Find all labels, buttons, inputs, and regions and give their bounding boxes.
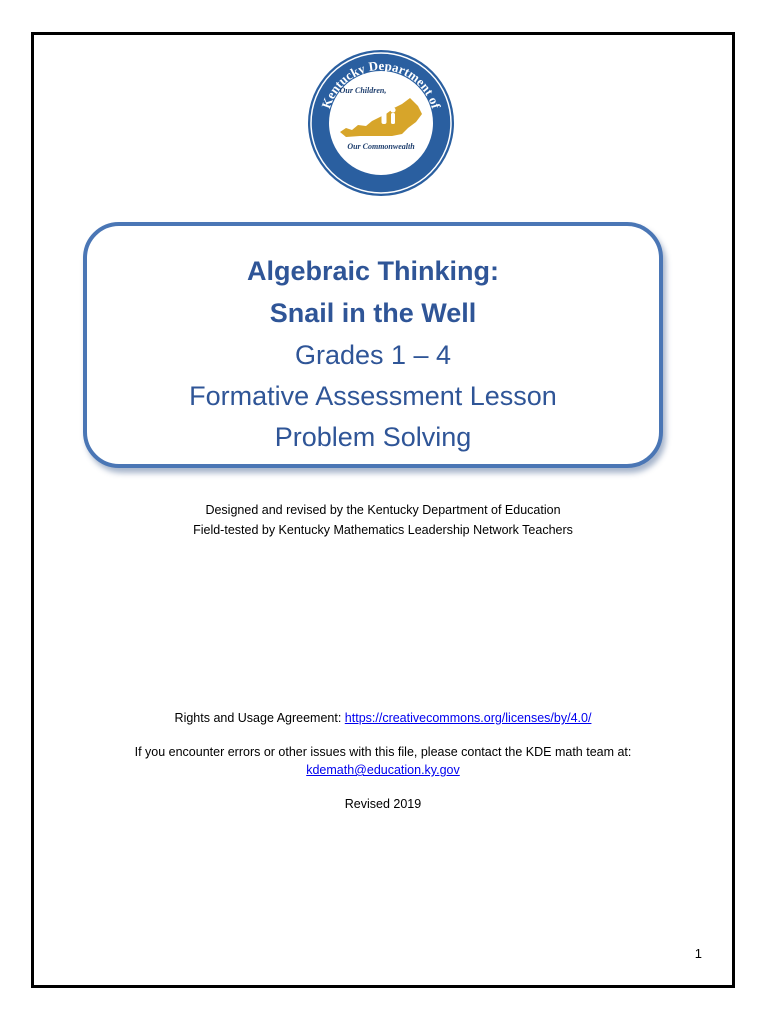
contact-email-line xyxy=(31,763,735,777)
rights-line xyxy=(31,711,735,725)
contact-email-link[interactable]: kdemath@education.ky.gov xyxy=(306,763,460,777)
lesson-type-line: Formative Assessment Lesson xyxy=(189,381,557,411)
license-link[interactable]: https://creativecommons.org/licenses/by/4.0/ xyxy=(344,711,592,725)
title-box xyxy=(83,222,663,468)
page-number: 1 xyxy=(694,946,702,961)
svg-text:Kentucky Department of: Kentucky Department of xyxy=(318,57,444,111)
designed-by-text: Designed and revised by the Kentucky Department of Education xyxy=(205,503,561,517)
kde-seal-logo xyxy=(306,48,456,198)
grades-line: Grades 1 – 4 xyxy=(294,340,452,370)
rights-label: Rights and Usage Agreement: xyxy=(174,711,345,725)
contact-text: If you encounter errors or other issues with this file, please contact the KDE math team at: xyxy=(134,745,632,759)
svg-text:Our Children,: Our Children, xyxy=(339,86,387,95)
revised-text: Revised 2019 xyxy=(344,797,422,811)
title-line-2: Snail in the Well xyxy=(269,298,477,328)
field-tested-text: Field-tested by Kentucky Mathematics Leadership Network Teachers xyxy=(193,523,573,537)
svg-text:Our Commonwealth: Our Commonwealth xyxy=(347,142,415,151)
title-line-1: Algebraic Thinking: xyxy=(246,256,500,286)
subject-line: Problem Solving xyxy=(274,422,472,452)
svg-text:Education: Education xyxy=(348,146,414,172)
